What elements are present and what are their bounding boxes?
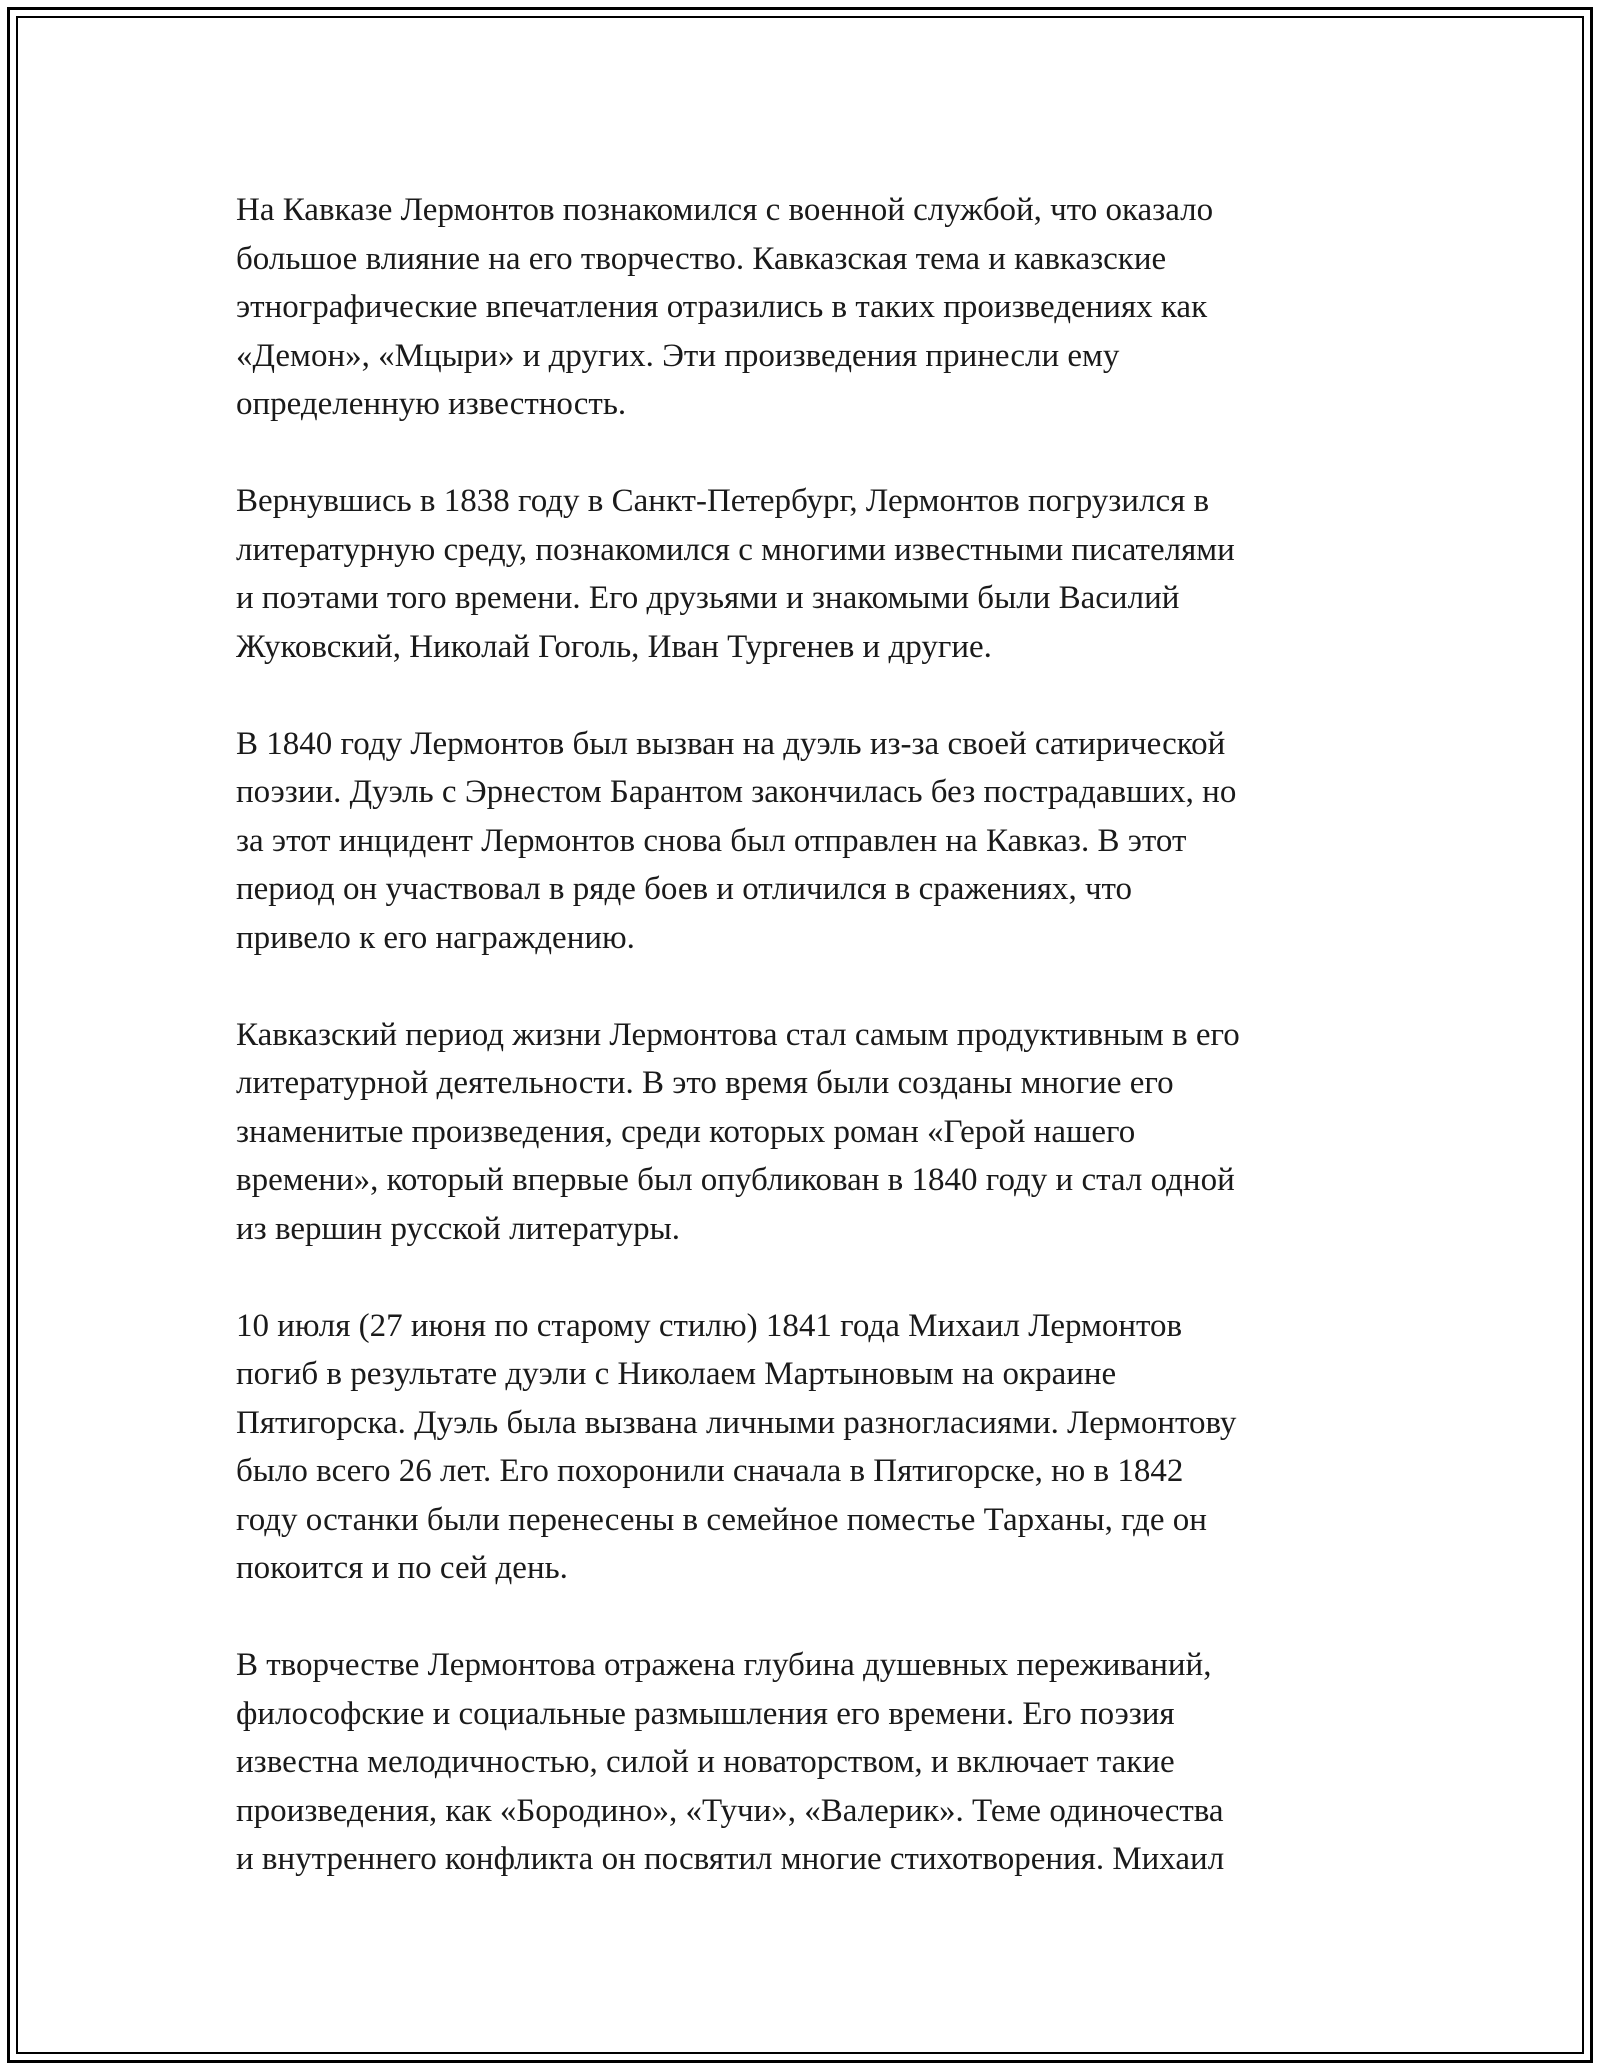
paragraph-legacy: В творчестве Лермонтова отражена глубина душевных переживаний, философские и социальные размышления его времени. Его поэзия известна мелодичностью, силой и новаторством, и включает такие произведения, как «Бородино», «Тучи», «Валерик». Теме одиночества и внутреннего конфликта он посвятил многие стихотворения. Михаил	[236, 1647, 1225, 1877]
paragraph-productive-period: Кавказский период жизни Лермонтова стал самым продуктивным в его литературной деятельности. В это время были созданы многие его знаменитые произведения, среди которых роман «Герой нашего времени», который впервые был опубликован в 1840 году и стал одной из вершин русской литературы.	[236, 1016, 1240, 1247]
paragraph-duel-barant: В 1840 году Лермонтов был вызван на дуэль из-за своей сатирической поэзии. Дуэль с Эрнестом Барантом закончилась без пострадавших, но за этот инцидент Лермонтов снова был отправлен на Кавказ. В этот период он участвовал в ряде боев и отличился в сражениях, что привело к его награждению.	[236, 725, 1237, 956]
document-body	[236, 186, 1376, 1932]
paragraph-caucasus-service: На Кавказе Лермонтов познакомился с военной службой, что оказало большое влияние на его творчество. Кавказская тема и кавказские этнографические впечатления отразились в таких произведениях как «Демон», «Мцыри» и других. Эти произведения принесли ему определенную известность.	[236, 192, 1214, 422]
paragraph-return-petersburg: Вернувшись в 1838 году в Санкт-Петербург, Лермонтов погрузился в литературную среду, познакомился с многими известными писателями и поэтами того времени. Его друзьями и знакомыми были Василий Жуковский, Николай Гоголь, Иван Тургенев и другие.	[236, 483, 1235, 665]
paragraph-death: 10 июля (27 июня по старому стилю) 1841 года Михаил Лермонтов погиб в результате дуэли с Николаем Мартыновым на окраине Пятигорска. Дуэль была вызвана личными разногласиями. Лермонтову было всего 26 лет. Его похоронили сначала в Пятигорске, но в 1842 году останки были перенесены в семейное поместье Тарханы, где он покоится и по сей день.	[236, 1307, 1237, 1586]
